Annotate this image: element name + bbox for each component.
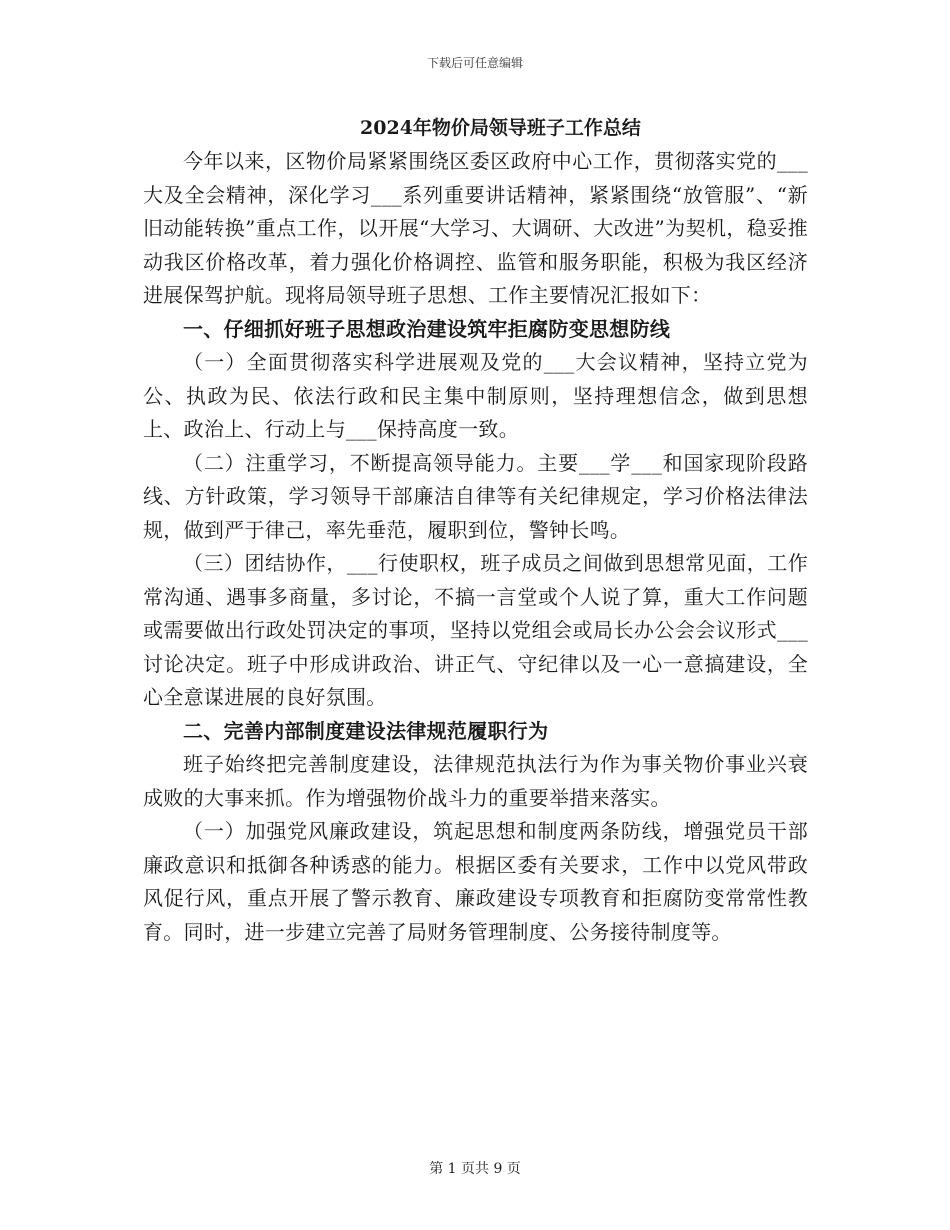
section-2-item-1: （一）加强党风廉政建设，筑起思想和制度两条防线，增强党员干部廉政意识和抵御各种诱惑的能力。根据区委有关要求，工作中以党风带政风促行风，重点开展了警示教育、廉政建设专项教育和拒腐防变常常性教育。同时，进一步建立完善了局财务管理制度、公务接待制度等。 [143,819,808,944]
intro-paragraph: 今年以来，区物价局紧紧围绕区委区政府中心工作，贯彻落实党的___大及全会精神，深化学习___系列重要讲话精神，紧紧围绕“放管服”、“新旧动能转换”重点工作，以开展“大学习、大调研、大改进”为契机，稳妥推动我区价格改革，着力强化价格调控、监管和服务职能，积极为我区经济进展保驾护航。现将局领导班子思想、工作主要情况汇报如下： [143,149,808,307]
section-1-item-3: （三）团结协作，___行使职权，班子成员之间做到思想常见面，工作常沟通、遇事多商量，多讨论，不搞一言堂或个人说了算，重大工作问题或需要做出行政处罚决定的事项，坚持以党组会或局长办公会会议形式___讨论决定。班子中形成讲政治、讲正气、守纪律以及一心一意搞建设，全心全意谋进展的良好氛围。 [143,551,808,709]
document-body [143,112,808,949]
document-title: 2024年物价局领导班子工作总结 [360,117,641,139]
header-note: 下载后可任意编辑 [426,56,523,70]
section-heading-2: 二、完善内部制度建设法律规范履职行为 [183,718,549,743]
section-2-intro: 班子始终把完善制度建设，法律规范执法行为作为事关物价事业兴衰成败的大事来抓。作为增强物价战斗力的重要举措来落实。 [143,752,808,810]
section-1-item-1: （一）全面贯彻落实科学进展观及党的___大会议精神，坚持立党为公、执政为民、依法行政和民主集中制原则，坚持理想信念，做到思想上、政治上、行动上与___保持高度一致。 [143,350,808,441]
section-1-item-2: （二）注重学习，不断提高领导能力。主要___学___和国家现阶段路线、方针政策，学习领导干部廉洁自律等有关纪律规定，学习价格法律法规，做到严于律己，率先垂范，履职到位，警钟长鸣。 [143,450,808,542]
section-heading-1: 一、仔细抓好班子思想政治建设筑牢拒腐防变思想防线 [183,316,671,341]
page-number: 第 1 页共 9 页 [429,1161,521,1177]
